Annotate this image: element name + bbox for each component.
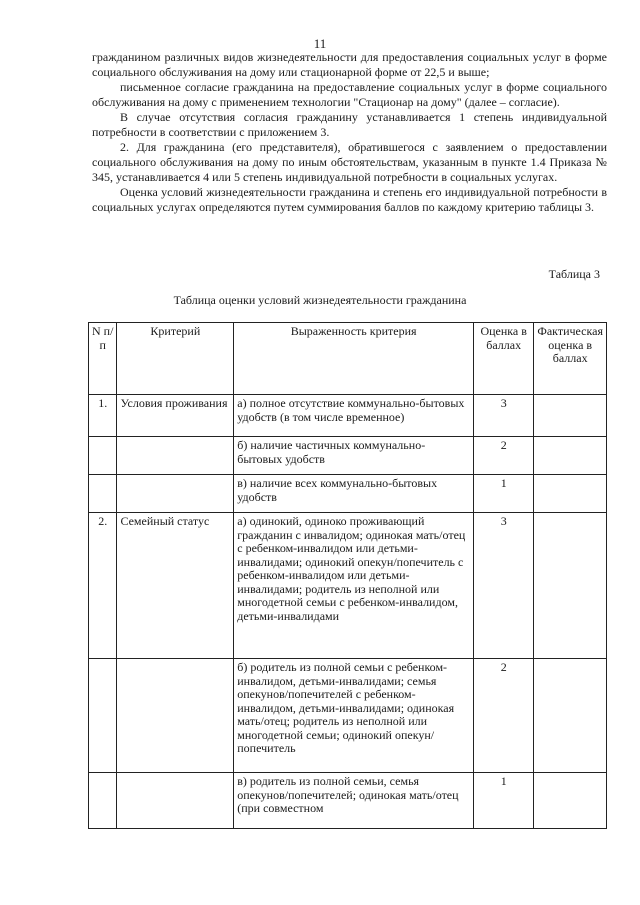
table-row xyxy=(89,773,607,829)
row-expression: б) наличие частичных коммунально-бытовых удобств xyxy=(234,437,474,475)
row-criterion: Условия проживания xyxy=(117,395,234,437)
header-score: Оценка в баллах xyxy=(474,323,534,395)
row-score: 3 xyxy=(474,395,534,437)
page-number: 11 xyxy=(313,36,327,51)
table-row xyxy=(89,513,607,659)
row-criterion xyxy=(117,437,234,475)
paragraph-4: 2. Для гражданина (его представителя), обратившегося с заявлением о предоставлении социального обслуживания на дому по иным обстоятельствам, указанным в пункте 1.4 Приказа № 345, устанавливается 4 или 5 степень индивидуальной потребности в социальных услугах. xyxy=(92,140,607,184)
row-score: 3 xyxy=(474,513,534,659)
criteria-table xyxy=(88,322,607,829)
header-criterion: Критерий xyxy=(117,323,234,395)
row-score: 1 xyxy=(474,475,534,513)
row-expression: в) наличие всех коммунально-бытовых удобств xyxy=(234,475,474,513)
row-criterion: Семейный статус xyxy=(117,513,234,659)
row-criterion xyxy=(117,475,234,513)
row-expression: в) родитель из полной семьи, семья опекунов/попечителей; одинокая мать/отец (при совместном xyxy=(234,773,474,829)
paragraph-5: Оценка условий жизнедеятельности гражданина и степень его индивидуальной потребности в социальных услугах определяются путем суммирования баллов по каждому критерию таблицы 3. xyxy=(92,185,607,214)
row-num xyxy=(89,475,117,513)
row-actual xyxy=(534,773,607,829)
row-expression: б) родитель из полной семьи с ребенком-инвалидом, детьми-инвалидами; семья опекунов/попечителей с ребенком-инвалидом, детьми-инвалидами; одинокая мать/отец; родитель из неполной или многодетной семьи; одинокий опекун/попечитель xyxy=(234,659,474,773)
paragraph-1: гражданином различных видов жизнедеятельности для предоставления социальных услуг в форме социального обслуживания на дому или стационарной форме от 22,5 и выше; xyxy=(92,50,607,79)
table-row xyxy=(89,395,607,437)
header-expression: Выраженность критерия xyxy=(234,323,474,395)
header-num: N п/п xyxy=(89,323,117,395)
row-expression: а) полное отсутствие коммунально-бытовых удобств (в том числе временное) xyxy=(234,395,474,437)
row-score: 1 xyxy=(474,773,534,829)
row-actual xyxy=(534,437,607,475)
row-num: 2. xyxy=(89,513,117,659)
row-expression: а) одинокий, одиноко проживающий гражданин с инвалидом; одинокая мать/отец с ребенком-инвалидом или детьми-инвалидами; одинокий опекун/попечитель с ребенком-инвалидом или детьми-инвалидами; родитель из неполной или многодетной семьи с ребенком-инвалидом, детьми-инвалидами xyxy=(234,513,474,659)
row-score: 2 xyxy=(474,659,534,773)
paragraph-2: письменное согласие гражданина на предоставление социальных услуг в форме социального обслуживания на дому с применением технологии "Стационар на дому" (далее – согласие). xyxy=(92,80,607,109)
row-num xyxy=(89,773,117,829)
paragraph-3: В случае отсутствия согласия гражданину устанавливается 1 степень индивидуальной потребности в соответствии с приложением 3. xyxy=(92,110,607,139)
table-row xyxy=(89,659,607,773)
row-num xyxy=(89,437,117,475)
header-actual: Фактическая оценка в баллах xyxy=(534,323,607,395)
body-text xyxy=(92,50,607,215)
row-actual xyxy=(534,659,607,773)
row-actual xyxy=(534,395,607,437)
table-row xyxy=(89,437,607,475)
row-actual xyxy=(534,475,607,513)
table-title: Таблица оценки условий жизнедеятельности гражданина xyxy=(173,293,467,307)
row-num: 1. xyxy=(89,395,117,437)
row-score: 2 xyxy=(474,437,534,475)
table-header-row xyxy=(89,323,607,395)
table-row xyxy=(89,475,607,513)
row-criterion xyxy=(117,659,234,773)
row-actual xyxy=(534,513,607,659)
row-num xyxy=(89,659,117,773)
row-criterion xyxy=(117,773,234,829)
table-label: Таблица 3 xyxy=(548,267,600,281)
